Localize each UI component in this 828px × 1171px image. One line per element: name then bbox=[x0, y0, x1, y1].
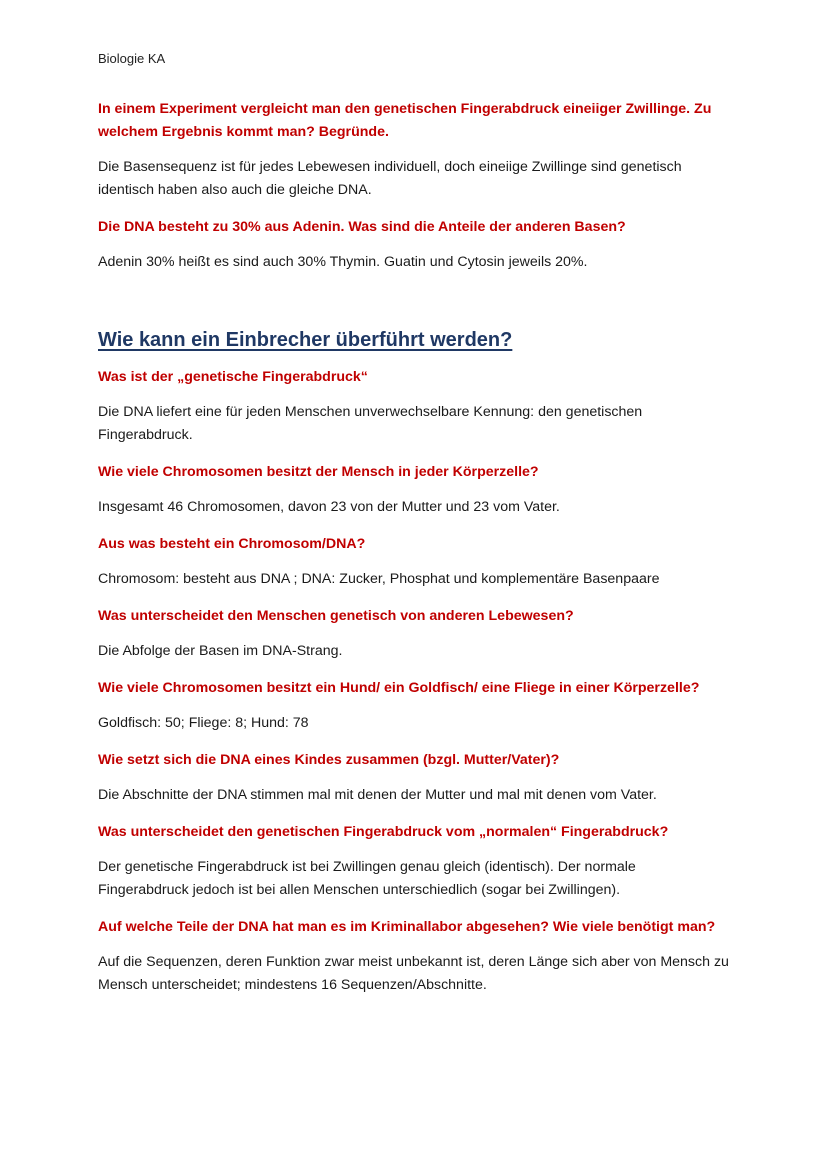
answer-crime-lab-dna: Auf die Sequenzen, deren Funktion zwar meist unbekannt ist, deren Länge sich aber von Mensch zu Mensch unterscheidet; mindestens 16 Sequenzen/Abschnitte. bbox=[98, 954, 729, 993]
answer-animal-chromosomes: Goldfisch: 50; Fliege: 8; Hund: 78 bbox=[98, 715, 309, 731]
section-title: Wie kann ein Einbrecher überführt werden? bbox=[98, 329, 513, 351]
answer-base-ratios: Adenin 30% heißt es sind auch 30% Thymin. Guatin und Cytosin jeweils 20%. bbox=[98, 254, 588, 270]
question-twins: In einem Experiment vergleicht man den genetischen Fingerabdruck eineiiger Zwillinge. Zu welchem Ergebnis kommt man? Begründe. bbox=[98, 101, 712, 140]
document-content bbox=[98, 98, 730, 1011]
answer-twins: Die Basensequenz ist für jedes Lebewesen individuell, doch eineiige Zwillinge sind genetisch identisch haben also auch die gleiche DNA. bbox=[98, 159, 682, 198]
question-human-chromosomes: Wie viele Chromosomen besitzt der Mensch in jeder Körperzelle? bbox=[98, 464, 539, 480]
question-fingerprint-comparison: Was unterscheidet den genetischen Fingerabdruck vom „normalen“ Fingerabdruck? bbox=[98, 824, 669, 840]
answer-child-dna: Die Abschnitte der DNA stimmen mal mit denen der Mutter und mal mit denen vom Vater. bbox=[98, 787, 657, 803]
page-header: Biologie KA bbox=[98, 51, 166, 66]
question-animal-chromosomes: Wie viele Chromosomen besitzt ein Hund/ ein Goldfisch/ eine Fliege in einer Körperzelle? bbox=[98, 680, 700, 696]
question-base-ratios: Die DNA besteht zu 30% aus Adenin. Was sind die Anteile der anderen Basen? bbox=[98, 219, 626, 235]
question-chromosome-composition: Aus was besteht ein Chromosom/DNA? bbox=[98, 536, 366, 552]
answer-chromosome-composition: Chromosom: besteht aus DNA ; DNA: Zucker, Phosphat und komplementäre Basenpaare bbox=[98, 571, 660, 587]
question-crime-lab-dna: Auf welche Teile der DNA hat man es im Kriminallabor abgesehen? Wie viele benötigt man? bbox=[98, 919, 716, 935]
question-genetic-difference: Was unterscheidet den Menschen genetisch von anderen Lebewesen? bbox=[98, 608, 574, 624]
answer-genetic-fingerprint: Die DNA liefert eine für jeden Menschen unverwechselbare Kennung: den genetischen Fingerabdruck. bbox=[98, 404, 643, 443]
answer-genetic-difference: Die Abfolge der Basen im DNA-Strang. bbox=[98, 643, 343, 659]
question-genetic-fingerprint: Was ist der „genetische Fingerabdruck“ bbox=[98, 369, 368, 385]
question-child-dna: Wie setzt sich die DNA eines Kindes zusammen (bzgl. Mutter/Vater)? bbox=[98, 752, 560, 768]
answer-human-chromosomes: Insgesamt 46 Chromosomen, davon 23 von der Mutter und 23 vom Vater. bbox=[98, 499, 560, 515]
answer-fingerprint-comparison: Der genetische Fingerabdruck ist bei Zwillingen genau gleich (identisch). Der normale Fingerabdruck jedoch ist bei allen Menschen unterschiedlich (sogar bei Zwillingen). bbox=[98, 859, 636, 898]
